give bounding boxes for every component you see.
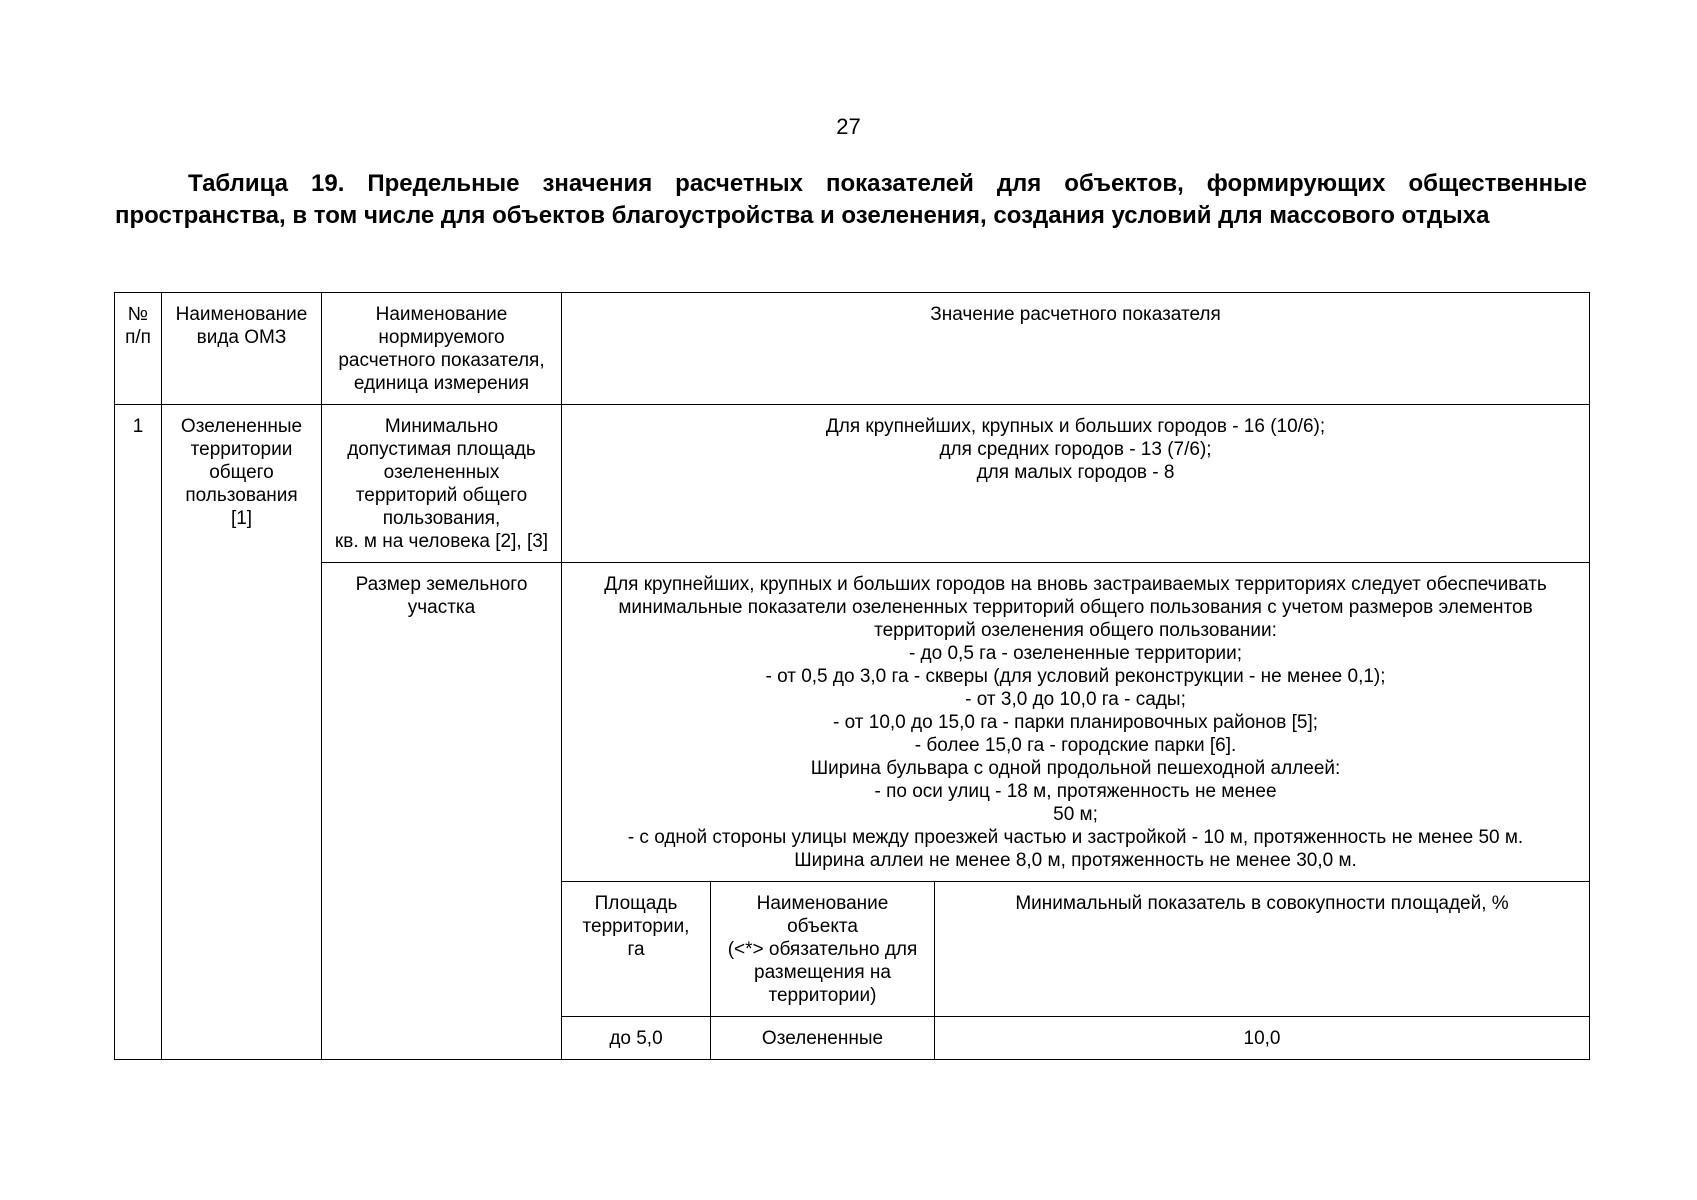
indicators-table (114, 292, 1590, 1060)
header-num: № п/п (115, 293, 162, 405)
header-indicator: Наименование нормируемого расчетного показателя, единица измерения (322, 293, 562, 405)
header-value: Значение расчетного показателя (562, 293, 1590, 405)
cell-object: Озелененные (711, 1017, 935, 1060)
page-number: 27 (836, 114, 861, 139)
table-row (115, 563, 1590, 882)
table-header-row (115, 293, 1590, 405)
row1-value: Для крупнейших, крупных и больших городов - 16 (10/6); для средних городов - 13 (7/6); для малых городов - 8 (562, 405, 1590, 563)
cell-min: 10,0 (935, 1017, 1590, 1060)
subheader-object: Наименование объекта (<*> обязательно для размещения на территории) (711, 882, 935, 1017)
row2-indicator: Размер земельного участка (322, 563, 562, 1060)
header-kind: Наименование вида ОМЗ (162, 293, 322, 405)
cell-area: до 5,0 (562, 1017, 711, 1060)
subheader-area: Площадь территории, га (562, 882, 711, 1017)
table-row (115, 405, 1590, 563)
row1-indicator: Минимально допустимая площадь озелененных территорий общего пользования, кв. м на человека [2], [3] (322, 405, 562, 563)
row-num: 1 (115, 405, 162, 1060)
row-kind: Озелененные территории общего пользования [1] (162, 405, 322, 1060)
row2-value: Для крупнейших, крупных и больших городов на вновь застраиваемых территориях следует обеспечивать минимальные показатели озелененных территорий общего пользования с учетом размеров элементов территорий озеленения общего пользовании: - до 0,5 га - озелененные территории; - от 0,5 до 3,0 га - скверы (для условий реконструкции - не менее 0,1); - от 3,0 до 10,0 га - сады; - от 10,0 до 15,0 га - парки планировочных районов [5]; - более 15,0 га - городские парки [6]. Ширина бульвара с одной продольной пешеходной аллеей: - по оси улиц - 18 м, протяженность не менее 50 м; - с одной стороны улицы между проезжей частью и застройкой - 10 м, протяженность не менее 50 м. Ширина аллеи не менее 8,0 м, протяженность не менее 30,0 м. (562, 563, 1590, 882)
table-title: Таблица 19. Предельные значения расчетных показателей для объектов, формирующих общественные пространства, в том числе для объектов благоустройства и озеленения, создания условий для массового отдыха (115, 170, 1587, 229)
subheader-min: Минимальный показатель в совокупности площадей, % (935, 882, 1590, 1017)
